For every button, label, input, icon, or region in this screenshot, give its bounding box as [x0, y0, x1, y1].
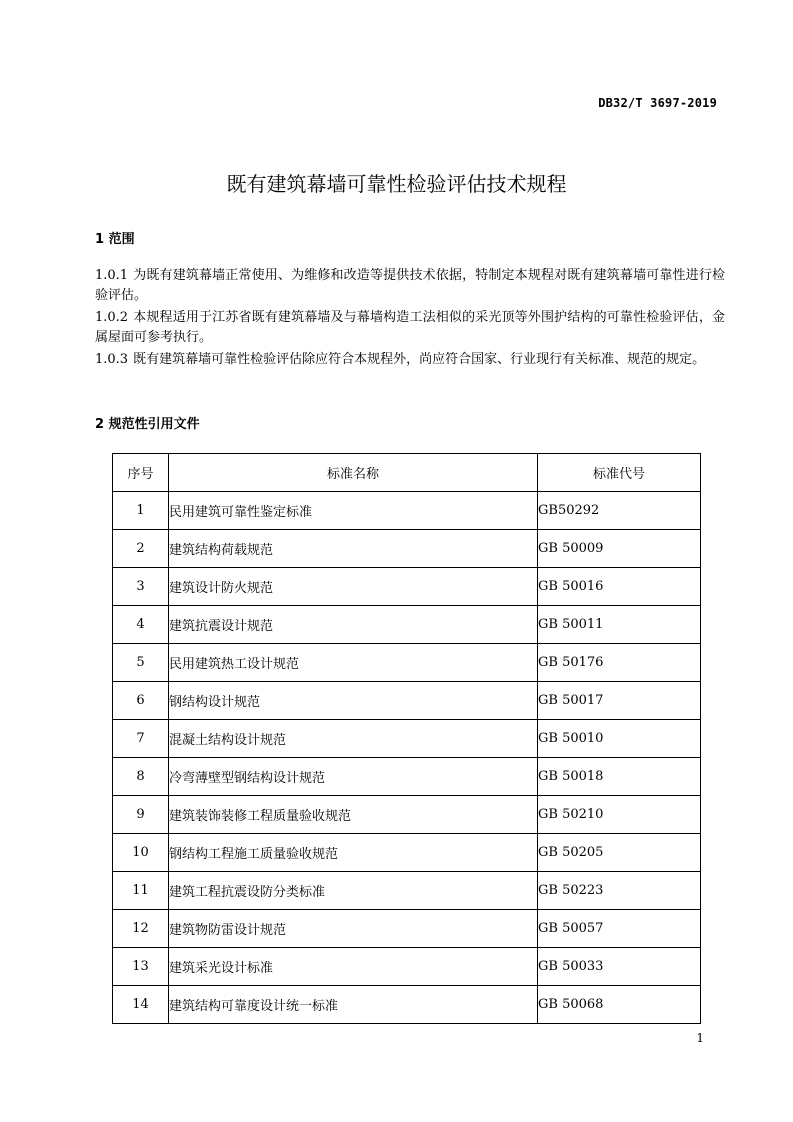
row-name: 建筑物防雷设计规范	[169, 910, 538, 948]
row-code: GB 50011	[538, 606, 701, 644]
paragraph-text: 既有建筑幕墙可靠性检验评估除应符合本规程外，尚应符合国家、行业现行有关标准、规范的规定。	[133, 352, 706, 367]
row-no: 6	[113, 682, 169, 720]
row-no: 9	[113, 796, 169, 834]
row-code: GB 50068	[538, 986, 701, 1024]
row-no: 8	[113, 758, 169, 796]
table-row	[113, 796, 701, 834]
page-number: 1	[696, 1031, 704, 1045]
header-no: 序号	[113, 454, 169, 492]
row-name: 冷弯薄壁型钢结构设计规范	[169, 758, 538, 796]
paragraph-number: 1.0.1	[95, 268, 129, 283]
row-name: 混凝土结构设计规范	[169, 720, 538, 758]
table-header-row	[113, 454, 701, 492]
row-no: 13	[113, 948, 169, 986]
row-name: 钢结构工程施工质量验收规范	[169, 834, 538, 872]
row-code: GB 50010	[538, 720, 701, 758]
row-no: 5	[113, 644, 169, 682]
row-no: 1	[113, 492, 169, 530]
row-code: GB 50205	[538, 834, 701, 872]
table-row	[113, 682, 701, 720]
row-no: 4	[113, 606, 169, 644]
document-code: DB32/T 3697-2019	[598, 96, 717, 110]
row-code: GB 50176	[538, 644, 701, 682]
row-code: GB 50223	[538, 872, 701, 910]
row-code: GB 50016	[538, 568, 701, 606]
row-no: 2	[113, 530, 169, 568]
table-row	[113, 910, 701, 948]
table-row	[113, 568, 701, 606]
table-row	[113, 834, 701, 872]
reference-standards-table	[112, 453, 701, 1024]
table-row	[113, 872, 701, 910]
row-name: 建筑结构可靠度设计统一标准	[169, 986, 538, 1024]
row-no: 12	[113, 910, 169, 948]
row-name: 建筑抗震设计规范	[169, 606, 538, 644]
row-name: 钢结构设计规范	[169, 682, 538, 720]
header-name: 标准名称	[169, 454, 538, 492]
row-no: 3	[113, 568, 169, 606]
row-code: GB 50033	[538, 948, 701, 986]
row-code: GB 50210	[538, 796, 701, 834]
table-row	[113, 948, 701, 986]
paragraph-number: 1.0.3	[95, 352, 129, 367]
row-no: 14	[113, 986, 169, 1024]
paragraph-1-0-1	[95, 266, 725, 306]
row-name: 建筑装饰装修工程质量验收规范	[169, 796, 538, 834]
table-row	[113, 720, 701, 758]
paragraph-number: 1.0.2	[95, 310, 129, 325]
paragraph-text: 为既有建筑幕墙正常使用、为维修和改造等提供技术依据，特制定本规程对既有建筑幕墙可靠性进行检验评估。	[95, 268, 725, 303]
paragraph-1-0-2	[95, 308, 725, 348]
header-code: 标准代号	[538, 454, 701, 492]
table-row	[113, 492, 701, 530]
row-code: GB50292	[538, 492, 701, 530]
document-title: 既有建筑幕墙可靠性检验评估技术规程	[226, 172, 567, 196]
row-name: 民用建筑可靠性鉴定标准	[169, 492, 538, 530]
row-name: 建筑结构荷载规范	[169, 530, 538, 568]
section-heading-normative-references: 2 规范性引用文件	[95, 417, 200, 432]
table-row	[113, 606, 701, 644]
row-name: 建筑工程抗震设防分类标准	[169, 872, 538, 910]
table-row	[113, 758, 701, 796]
row-name: 建筑采光设计标准	[169, 948, 538, 986]
row-no: 11	[113, 872, 169, 910]
row-code: GB 50018	[538, 758, 701, 796]
row-no: 7	[113, 720, 169, 758]
row-name: 民用建筑热工设计规范	[169, 644, 538, 682]
row-code: GB 50009	[538, 530, 701, 568]
paragraph-1-0-3	[95, 350, 725, 370]
table-row	[113, 530, 701, 568]
row-no: 10	[113, 834, 169, 872]
table-row	[113, 986, 701, 1024]
row-name: 建筑设计防火规范	[169, 568, 538, 606]
row-code: GB 50057	[538, 910, 701, 948]
table-row	[113, 644, 701, 682]
section-heading-scope: 1 范围	[95, 232, 135, 247]
row-code: GB 50017	[538, 682, 701, 720]
paragraph-text: 本规程适用于江苏省既有建筑幕墙及与幕墙构造工法相似的采光顶等外围护结构的可靠性检验评估，金属屋面可参考执行。	[95, 310, 725, 345]
